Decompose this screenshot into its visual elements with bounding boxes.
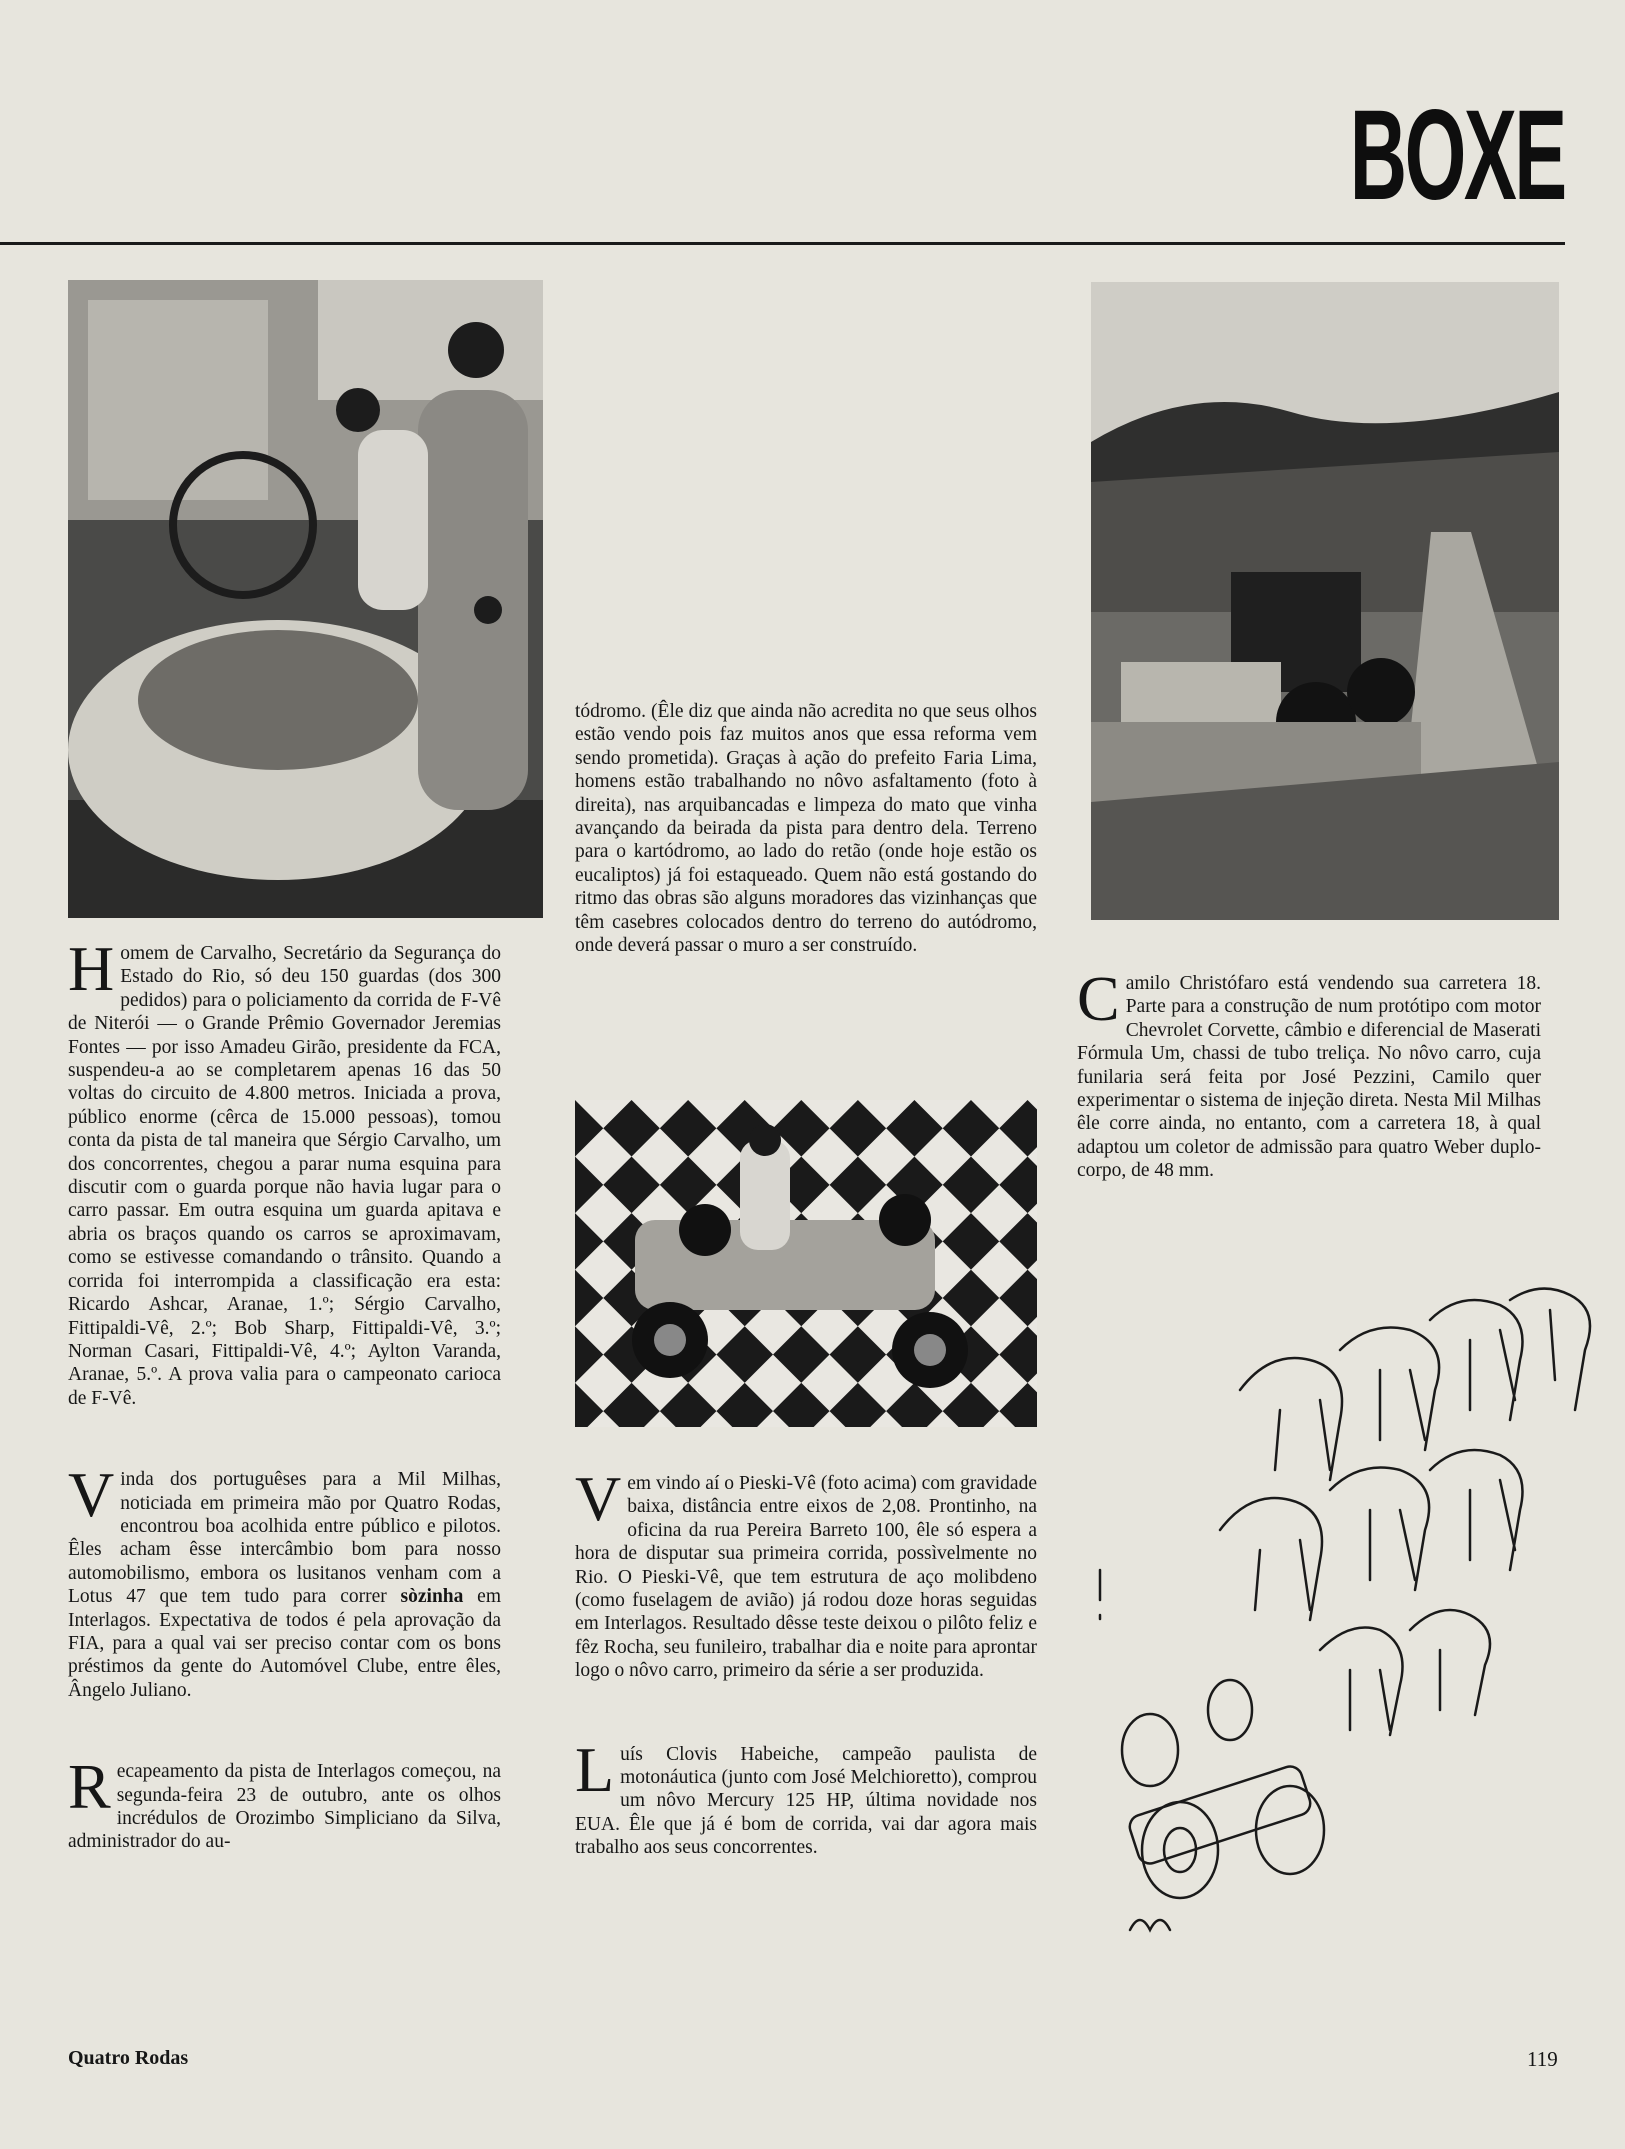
garage-photo [68,280,543,918]
title-rule [0,242,1565,245]
column-2-top [575,700,1037,957]
article-pieski-ve [575,1463,1037,1683]
article-text: em vindo aí o Pieski-Vê (foto acima) com gravidade baixa, distância entre eixos de 2,08. Prontinho, na oficina da rua Pereira Barreto 100, êle só espera a hora de disputar sua primeira corrida, possìvelmente no Rio. O Pieski-Vê, que tem estrutura de aço molibdeno (como fuselagem de avião) já rodou doze horas seguidas em Interlagos. Resultado dêsse teste deixou o pilôto feliz e fêz Rocha, seu funileiro, trabalhar dia e noite para aprontar logo o nôvo carro, primeiro da série a ser produzida. [575,1473,1037,1682]
article-text: ecapeamento da pista de Interlagos começou, na segunda-feira 23 de outubro, ante os olhos incrédulos de Orozimbo Simpliciano da Silva, administrador do au- [68,1761,501,1853]
drop-cap: H [68,933,115,1004]
article-text: inda dos portuguêses para a Mil Milhas, noticiada em primeira mão por Quatro Rodas, encontrou boa acolhida entre público e pilotos. Êles acham êsse intercâmbio bom para nosso automobilismo, embora os lusitanos venham com a Lotus 47 que tem tudo para correr [68,1469,501,1608]
page-number: 119 [1527,2047,1558,2071]
article-text: amilo Christófaro está vendendo sua carretera 18. Parte para a construção de num protótipo com motor Chevrolet Corvette, câmbio e diferencial de Maserati Fórmula Um, chassi de tubo treliça. No nôvo carro, cuja funilaria será feita por José Pezzini, Camilo quer experimentar o sistema de injeção direta. Nesta Mil Milhas êle corre ainda, no entanto, com a carretera 18, à qual adaptou um coletor de admissão para quatro Weber duplo-corpo, de 48 mm. [1077,973,1541,1182]
article-clovis-habeiche [575,1733,1037,1860]
article-security-guards [68,933,501,1410]
magazine-name: Quatro Rodas [68,2047,189,2069]
article-text: omem de Carvalho, Secretário da Segurança do Estado do Rio, só deu 150 guardas (dos 300 pedidos) para o policiamento da corrida de F-Vê de Niterói — o Grande Prêmio Governador Jeremias Fontes — por isso Amadeu Girão, presidente da FCA, suspendeu-a ao se completarem apenas 16 das 50 voltas do circuito de 4.800 metros. Iniciada a prova, público enorme (cêrca de 15.000 pessoas), tomou conta da pista de tal maneira que Sérgio Carvalho, um dos concorrentes, chegou a parar numa esquina para discutir com o guarda porque não havia lugar para o carro passar. Em outra esquina um guarda apitava e abria os braços quando os carros se aproximavam, como se estivesse comandando o trânsito. Quando a corrida foi interrompida a classificação era esta: Ricardo Ashcar, Aranae, 1.º; Sérgio Carvalho, Fittipaldi-Vê, 2.º; Bob Sharp, Fittipaldi-Vê, 3.º; Norman Casari, Fittipaldi-Vê, 4.º; Aylton Varanda, Aranae, 5.º. A prova valia para o campeonato carioca de F-Vê. [68,943,501,1409]
article-camilo-christofaro [1077,963,1541,1183]
drop-cap: V [68,1459,115,1531]
bold-word: sòzinha [400,1586,464,1608]
article-interlagos-continued: tódromo. (Êle diz que ainda não acredita no que seus olhos estão vendo pois faz muitos anos que essa reforma vem sendo prometida). Graças à ação do prefeito Faria Lima, homens estão trabalhando no nôvo asfaltamento (foto à direita), nas arquibancadas e limpeza do mato que vinha avançando da beirada da pista para dentro dela. Terreno para o kartódromo, ao lado do retão (onde hoje estão os eucaliptos) já foi estaqueado. Quem não está gostando do ritmo das obras são alguns moradores das vizinhanças que têm casebres colocados dentro do terreno do autódromo, onde deverá passar o muro a ser construído. [575,701,1037,957]
column-1 [68,933,501,1854]
drop-cap: L [575,1733,615,1805]
pieski-ve-photo [575,1100,1037,1427]
section-title: BOXE [1350,84,1565,227]
article-portuguese-mil-milhas [68,1459,501,1702]
drop-cap: V [575,1463,622,1534]
column-2-bottom [575,1463,1037,1860]
column-3 [1077,963,1541,1183]
article-interlagos-resurfacing [68,1751,501,1854]
road-construction-photo [1091,282,1559,920]
article-text: uís Clovis Habeiche, campeão paulista de motonáutica (junto com José Melchioretto), comprou um nôvo Mercury 125 HP, última novidade nos EUA. Êle que já é bom de corrida, vai dar agora mais trabalho aos seus concorrentes. [575,1743,1037,1859]
article-text: em Interlagos. Expectativa de todos é pela aprovação da FIA, para a qual vai ser preciso contar com os bons préstimos da gente do Automóvel Clube, entre êles, Ângelo Juliano. [68,1586,501,1701]
drop-cap: R [68,1751,111,1823]
horses-race-car-illustration [1090,1270,1620,1970]
drop-cap: C [1077,963,1120,1034]
